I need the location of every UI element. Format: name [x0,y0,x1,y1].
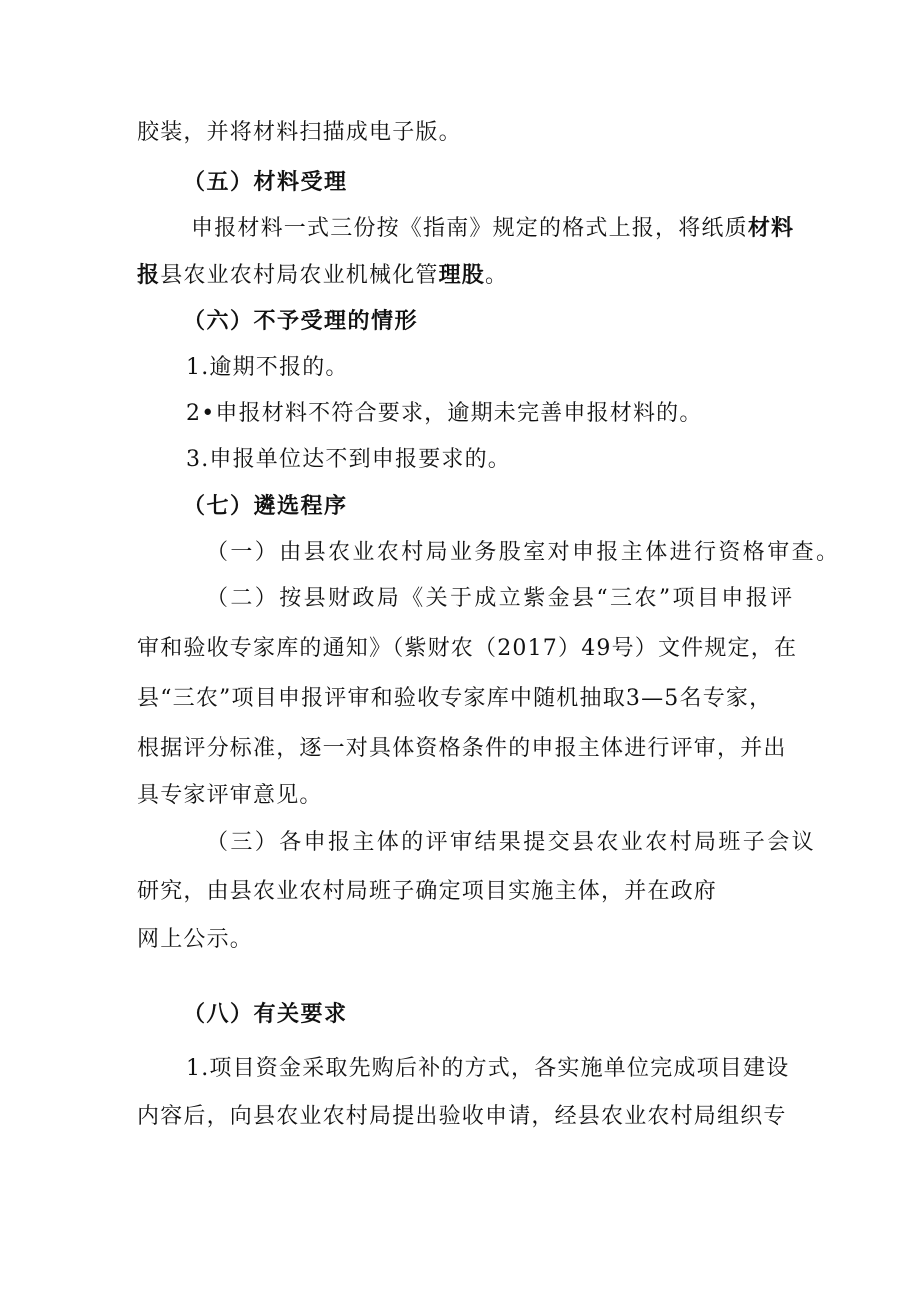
section-heading-6: （六）不予受理的情形 [183,309,419,334]
procedure-step-2-line2: 审和验收专家库的通知》（紫财农（2017）49号）文件规定，在 [137,636,798,661]
list-item-6-3: 3.申报单位达不到申报要求的。 [186,447,511,472]
list-item-6-2: 2•申报材料不符合要求，逾期未完善申报材料的。 [186,401,703,426]
paragraph-s5-text: 。 [485,263,509,288]
section-heading-5: （五）材料受理 [183,170,348,195]
list-item-6-1: 1.逾期不报的。 [186,355,349,380]
procedure-step-2-line4: 根据评分标准，逐一对具体资格条件的申报主体进行评审，并出 [137,736,787,761]
paragraph-s5-line1 [191,214,794,244]
section-heading-7: （七）遴选程序 [183,494,348,519]
procedure-step-2-line3: 县“三农”项目申报评审和验收专家库中随机抽取3—5名专家， [137,686,773,711]
procedure-step-1: （一）由县农业农村局业务股室对申报主体进行资格审查。 [206,540,841,565]
requirement-1-line2: 内容后，向县农业农村局提出验收申请，经县农业农村局组织专 [137,1104,787,1129]
procedure-step-3-line3: 网上公示。 [137,927,254,952]
procedure-step-3-line1: （三）各申报主体的评审结果提交县农业农村局班子会议 [206,830,817,855]
paragraph-s5-bold: 理股 [438,263,486,288]
section-heading-8: （八）有关要求 [183,1002,348,1027]
paragraph-s5-bold: 材料 [747,216,795,241]
paragraph-s5-line2 [137,261,508,291]
paragraph-s5-text: 县农业农村局农业机械化管 [160,263,439,288]
paragraph-s5-text: 申报材料一式三份按《指南》规定的格式上报，将纸质 [191,216,748,241]
requirement-1-line1: 1.项目资金采取先购后补的方式，各实施单位完成项目建设 [186,1056,790,1081]
procedure-step-3-line2: 研究，由县农业农村局班子确定项目实施主体，并在政府 [137,879,718,904]
procedure-step-2-line1: （二）按县财政局《关于成立紫金县“三农”项目申报评 [206,586,795,611]
procedure-step-2-line5: 具专家评审意见。 [137,783,323,808]
paragraph-s4-tail: 胶装，并将材料扫描成电子版。 [137,120,462,145]
paragraph-s5-bold: 报 [137,263,161,288]
